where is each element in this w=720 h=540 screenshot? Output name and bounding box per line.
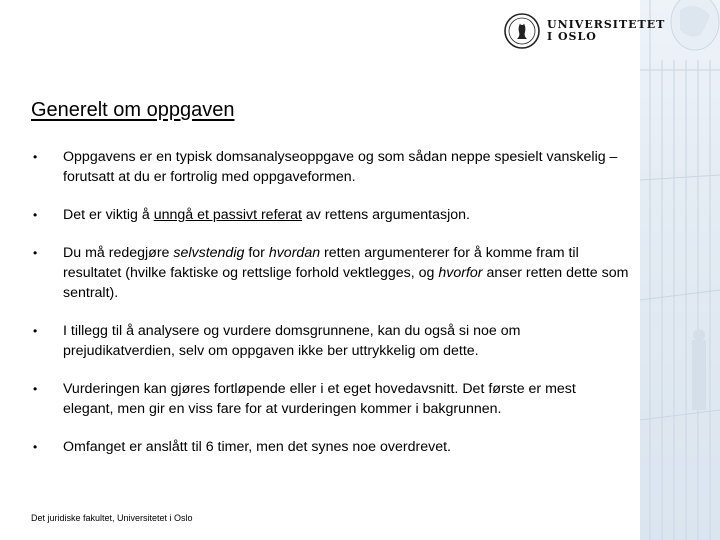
bullet-text: Du må redegjøre: [63, 245, 174, 261]
bullet-icon: •: [33, 208, 38, 222]
bullet-text: Det er viktig å: [63, 207, 154, 223]
slide-title: Generelt om oppgaven: [31, 99, 235, 121]
bullet-text: retten argumenterer for å komme fram til resultatet (hvilke faktiske og rettslige forhold vektlegges, og: [63, 245, 579, 281]
footer-text: Det juridiske fakultet, Universitetet i Oslo: [31, 513, 193, 523]
logo-line-2: I OSLO: [547, 30, 597, 43]
bullet-item: [30, 321, 630, 361]
bullet-item: [30, 379, 630, 419]
bullet-text: I tillegg til å analysere og vurdere domsgrunnene, kan du også si noe om prejudikatverdien, selv om oppgaven ikke ber uttrykkelig om dette.: [63, 323, 521, 359]
bullet-text: Vurderingen kan gjøres fortløpende eller i et eget hovedavsnitt. Det første er mest elegant, men gir en viss fare for at vurderingen kommer i bakgrunnen.: [63, 381, 576, 417]
bullet-text-underlined: unngå et passivt referat: [153, 207, 302, 223]
decorative-side-panel: [640, 0, 720, 540]
bullet-text: for: [244, 245, 269, 261]
bullet-text: av rettens argumentasjon.: [301, 207, 470, 223]
bullet-text: Omfanget er anslått til 6 timer, men det synes noe overdrevet.: [63, 439, 451, 455]
bullet-text-italic: hvordan: [268, 245, 321, 261]
bullet-text-italic: hvorfor: [438, 265, 483, 281]
bullet-icon: •: [33, 440, 38, 454]
bullet-item: [30, 205, 630, 225]
bullet-text-italic: selvstendig: [173, 245, 245, 261]
logo-line-1: UNIVERSITETET: [547, 18, 666, 31]
bullet-icon: •: [33, 246, 38, 260]
bullet-list: [30, 147, 630, 475]
bullet-text: Oppgavens er en typisk domsanalyseoppgave og som sådan neppe spesielt vanskelig – forutsatt at du er fortrolig med oppgaveformen.: [63, 149, 618, 185]
university-logo: [503, 12, 665, 50]
university-seal-icon: [503, 12, 541, 50]
bullet-item: [30, 437, 630, 457]
bullet-icon: •: [33, 382, 38, 396]
architecture-illustration-icon: [640, 0, 720, 540]
bullet-text: anser retten dette som sentralt).: [63, 265, 629, 301]
bullet-icon: •: [33, 150, 38, 164]
bullet-item: [30, 147, 630, 187]
bullet-icon: •: [33, 324, 38, 338]
bullet-item: [30, 243, 630, 303]
